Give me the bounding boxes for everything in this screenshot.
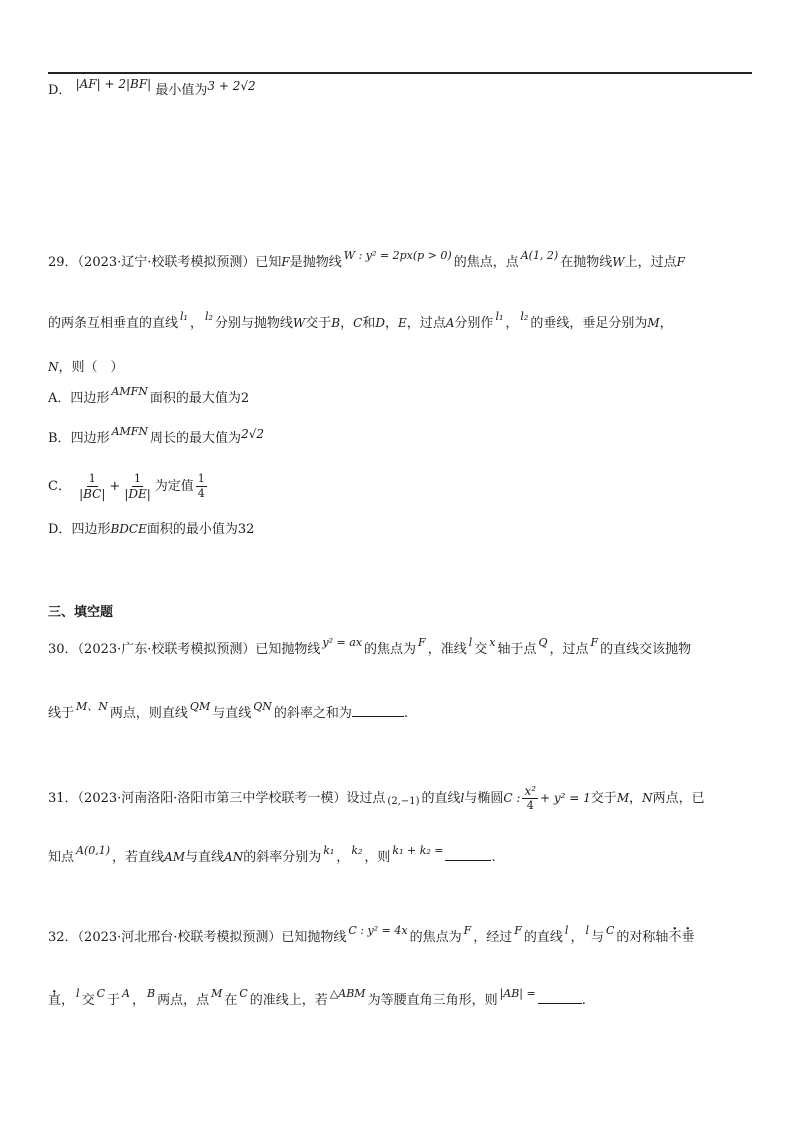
question-number: 32． — [48, 930, 78, 945]
text: 已知抛物线 — [281, 930, 347, 945]
text: 是抛物线 — [289, 255, 342, 270]
text: 的两条互相垂直的直线 — [48, 316, 179, 331]
math: l₁ — [180, 310, 188, 323]
text: 四边形 — [70, 391, 110, 406]
denominator: 4 — [197, 487, 205, 500]
emphasis-text: 垂 — [681, 930, 695, 945]
math: C — [239, 987, 248, 1000]
text: 的焦点为 — [364, 642, 417, 657]
math: k₂ — [351, 844, 363, 857]
math: W — [612, 255, 625, 269]
math: k₁ — [323, 844, 335, 857]
option-label: B． — [48, 431, 71, 446]
math: M、N — [76, 700, 108, 713]
text: 于 — [107, 993, 121, 1008]
q32-line1 — [48, 924, 695, 948]
math: C : y² = 4x — [348, 924, 408, 937]
text: 的焦点为 — [409, 930, 462, 945]
math: C — [606, 924, 615, 937]
text: ， — [384, 316, 398, 331]
question-source: （2023·广东·校联考模拟预测） — [77, 642, 256, 657]
text: 的斜率分别为 — [243, 850, 322, 865]
numerator: 1 — [134, 472, 142, 485]
math: AM — [164, 850, 186, 864]
text: 交于 — [305, 316, 332, 331]
answer-blank[interactable] — [538, 991, 582, 1004]
text: ，准线 — [427, 642, 467, 657]
math: l₁ — [495, 310, 504, 323]
math: QM — [189, 700, 211, 713]
text: 和 — [362, 316, 376, 331]
fraction — [77, 472, 107, 501]
math: F — [590, 636, 599, 649]
text: ， — [340, 316, 354, 331]
math: △ABM — [329, 987, 366, 1000]
text: ， — [629, 791, 643, 806]
math: y² = ax — [322, 636, 363, 649]
text: 的直线交该抛物 — [600, 642, 692, 657]
text: 两点，已 — [652, 791, 705, 806]
math: AMFN — [111, 385, 148, 398]
q29-line1 — [48, 249, 685, 273]
option-label: D． — [48, 522, 72, 537]
math: W — [292, 316, 306, 330]
text: 交 — [474, 642, 488, 657]
text: 为定值 — [154, 479, 194, 494]
math: AMFN — [111, 425, 149, 438]
fraction — [522, 784, 538, 813]
denominator: |DE| — [124, 487, 151, 501]
math: l₂ — [520, 310, 529, 323]
math: N — [48, 360, 59, 374]
numerator: x² — [524, 784, 537, 798]
math: C : — [503, 791, 521, 805]
text: 四边形 — [70, 431, 110, 446]
emphasis-text: 不 — [668, 930, 682, 945]
text: 已知 — [255, 255, 282, 270]
answer-blank[interactable] — [445, 848, 491, 861]
text: 四边形 — [71, 522, 111, 537]
math: QN — [253, 700, 272, 713]
text: 轴于点 — [497, 642, 537, 657]
q29-option-a — [48, 385, 250, 409]
math: l — [468, 636, 473, 649]
text: 的直线 — [523, 930, 563, 945]
option-label: A． — [48, 391, 71, 406]
question-number: 29． — [48, 255, 78, 270]
text: ， — [505, 316, 519, 331]
question-source: （2023·河北邢台·校联考模拟预测） — [77, 930, 282, 945]
q29-option-d — [48, 519, 254, 540]
text: 与直线 — [185, 850, 225, 865]
q31-line2 — [48, 844, 496, 868]
text: 交 — [81, 993, 95, 1008]
option-text: 最小值为 — [155, 83, 208, 98]
math: A — [122, 987, 130, 1000]
text: 两点，则直线 — [109, 706, 188, 721]
math: x — [489, 636, 496, 649]
text: 的对称轴 — [616, 930, 669, 945]
math: + y² = 1 — [540, 791, 591, 805]
math: F — [463, 924, 472, 937]
math: B — [331, 316, 341, 330]
fraction — [122, 472, 152, 501]
section-title: 三、填空题 — [48, 605, 114, 620]
text: ，经过 — [473, 930, 513, 945]
math: l — [585, 924, 589, 937]
text: 分别与抛物线 — [214, 316, 293, 331]
denominator: 4 — [526, 799, 534, 812]
q30-line2 — [48, 700, 409, 724]
math: k₁ + k₂ = — [392, 844, 444, 857]
text: . — [491, 850, 496, 865]
q30-line1 — [48, 636, 692, 660]
text: ，过点 — [406, 316, 446, 331]
text: ，若直线 — [112, 850, 165, 865]
math: C — [96, 987, 105, 1000]
question-number: 31． — [48, 791, 78, 806]
question-source: （2023·河南洛阳·洛阳市第三中学校联考一模） — [77, 791, 347, 806]
math: |AB| = — [499, 987, 536, 1000]
math: F — [676, 255, 685, 269]
math-expression: |AF| + 2|BF| — [75, 77, 152, 91]
text: ， — [189, 316, 203, 331]
q31-line1 — [48, 783, 705, 815]
text: 的垂线，垂足分别为 — [530, 316, 648, 331]
text: 面积的最小值为32 — [146, 522, 255, 537]
math: BDCE — [110, 522, 147, 536]
math-value: 3 + 2√2 — [207, 79, 256, 93]
math: Q — [538, 636, 548, 649]
text: ， — [570, 930, 584, 945]
math-point: A(1, 2) — [520, 249, 559, 262]
q29-line2 — [48, 310, 673, 334]
q29-line3 — [48, 357, 124, 378]
question-source: （2023·辽宁·校联考模拟预测） — [77, 255, 256, 270]
fraction — [196, 472, 207, 501]
text: 知点 — [48, 850, 75, 865]
text: . — [581, 993, 586, 1008]
header-rule — [48, 72, 752, 74]
math: C — [353, 316, 363, 330]
q28-option-d — [48, 77, 256, 101]
math: F — [514, 924, 522, 937]
math: l — [460, 791, 465, 805]
numerator: 1 — [88, 472, 96, 485]
text: ， — [61, 993, 75, 1008]
q29-option-b — [48, 425, 264, 449]
math: AN — [224, 850, 244, 864]
text: 上，过点 — [624, 255, 677, 270]
math: M — [211, 987, 223, 1000]
text: ，过点 — [549, 642, 589, 657]
text: 与 — [590, 930, 604, 945]
math: N — [642, 791, 653, 805]
text: ，则（ ） — [58, 360, 124, 375]
math: M — [616, 791, 630, 805]
question-number: 30． — [48, 642, 78, 657]
text: 与椭圆 — [464, 791, 504, 806]
text: ，则 — [364, 850, 391, 865]
text: 在 — [224, 993, 238, 1008]
answer-blank[interactable] — [352, 704, 404, 717]
text: 交于 — [590, 791, 617, 806]
text: 已知抛物线 — [255, 642, 321, 657]
text: 的准线上，若 — [249, 993, 328, 1008]
text: 的焦点，点 — [453, 255, 519, 270]
math: l — [76, 987, 80, 1000]
math: M — [647, 316, 660, 330]
text: 周长的最大值为 — [150, 431, 242, 446]
text: 面积的最大值为2 — [149, 391, 250, 406]
math: F — [418, 636, 426, 649]
numerator: 1 — [197, 472, 205, 485]
math: F — [281, 255, 290, 269]
math: B — [146, 987, 156, 1000]
q32-line2 — [48, 987, 586, 1011]
math: A — [445, 316, 455, 330]
text: ， — [659, 316, 673, 331]
math-value: 2√2 — [241, 427, 264, 441]
text: 设过点 — [346, 791, 386, 806]
option-label: C． — [48, 479, 71, 494]
text: 线于 — [48, 706, 75, 721]
text: ， — [336, 850, 350, 865]
text: + — [109, 479, 121, 494]
text: 为等腰直角三角形，则 — [367, 993, 498, 1008]
math: l₂ — [204, 310, 213, 323]
denominator: |BC| — [79, 487, 106, 501]
text: 两点，点 — [157, 993, 210, 1008]
math: D — [375, 316, 385, 330]
q29-option-c — [48, 470, 209, 504]
text: 在抛物线 — [560, 255, 613, 270]
text: 分别作 — [454, 316, 494, 331]
math: l — [564, 924, 569, 937]
option-label: D． — [48, 83, 72, 98]
math: E — [397, 316, 407, 330]
math-point: (2,−1) — [387, 796, 420, 807]
text: 的斜率之和为 — [273, 706, 352, 721]
math-point: A(0,1) — [76, 844, 111, 857]
text: . — [403, 706, 409, 721]
text: 的直线 — [421, 791, 461, 806]
math-parabola: W : y² = 2px(p > 0) — [343, 249, 452, 262]
text: 与直线 — [212, 706, 252, 721]
emphasis-text: 直 — [48, 993, 62, 1008]
text: ， — [131, 993, 145, 1008]
